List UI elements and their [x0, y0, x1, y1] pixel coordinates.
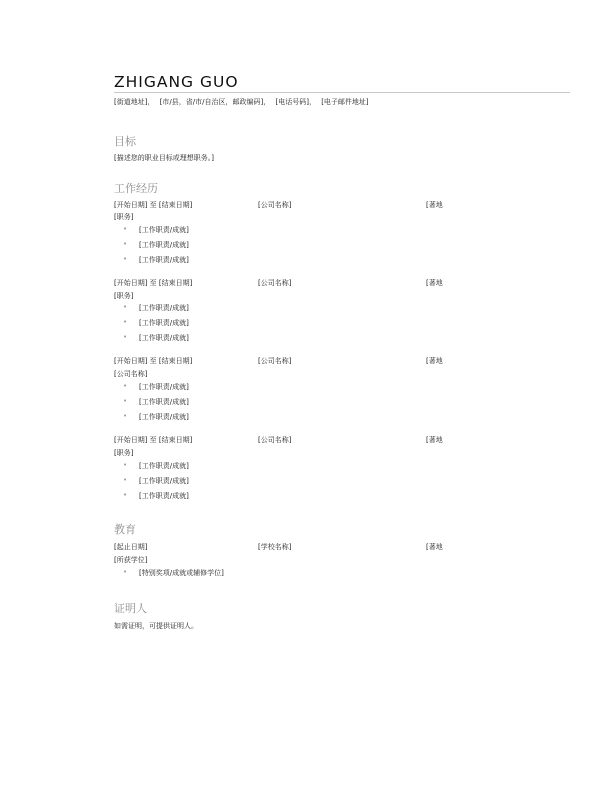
job-dates: [开始日期] 至 [结束日期]: [114, 357, 193, 365]
references-heading: 证明人: [114, 602, 147, 615]
header-rule: [114, 92, 570, 93]
objective-heading: 目标: [114, 135, 136, 148]
education-location: [著地: [426, 543, 443, 551]
contact-city: [市/县，省/市/自治区，邮政编码]，: [159, 98, 271, 106]
job-bullet: [工作职责/成就]: [139, 398, 189, 406]
education-dates: [起止日期]: [114, 543, 148, 551]
bullet-dot: •: [123, 412, 128, 420]
bullet-dot: •: [123, 225, 128, 233]
bullet-dot: •: [123, 240, 128, 248]
objective-text: [描述您的职业目标或理想职务。]: [114, 154, 214, 162]
bullet-dot: •: [123, 303, 128, 311]
bullet-dot: •: [123, 461, 128, 469]
job-company: [公司名称]: [258, 279, 292, 287]
job-role: [职务]: [114, 449, 134, 457]
job-bullet: [工作职责/成就]: [139, 462, 189, 470]
references-text: 如需证明，可提供证明人。: [114, 622, 198, 630]
experience-heading: 工作经历: [114, 182, 158, 195]
job-bullet: [工作职责/成就]: [139, 334, 189, 342]
bullet-dot: •: [123, 491, 128, 499]
job-role: [公司名称]: [114, 370, 148, 378]
bullet-dot: •: [123, 382, 128, 390]
education-school: [学校名称]: [258, 543, 292, 551]
job-dates: [开始日期] 至 [结束日期]: [114, 436, 193, 444]
contact-phone: [电话号码]，: [275, 98, 316, 106]
job-bullet: [工作职责/成就]: [139, 413, 189, 421]
job-bullet: [工作职责/成就]: [139, 226, 189, 234]
bullet-dot: •: [123, 318, 128, 326]
job-bullet: [工作职责/成就]: [139, 319, 189, 327]
contact-line: [114, 97, 372, 107]
job-company: [公司名称]: [258, 357, 292, 365]
contact-email: [电子邮件地址]: [321, 98, 369, 106]
job-dates: [开始日期] 至 [结束日期]: [114, 279, 193, 287]
education-bullet: [特别奖项/成就或辅修学位]: [139, 569, 224, 577]
education-heading: 教育: [114, 523, 136, 536]
job-company: [公司名称]: [258, 436, 292, 444]
job-role: [职务]: [114, 213, 134, 221]
contact-address: [街道地址]，: [114, 98, 155, 106]
job-bullet: [工作职责/成就]: [139, 304, 189, 312]
job-company: [公司名称]: [258, 201, 292, 209]
job-bullet: [工作职责/成就]: [139, 241, 189, 249]
bullet-dot: •: [123, 255, 128, 263]
job-dates: [开始日期] 至 [结束日期]: [114, 201, 193, 209]
bullet-dot: •: [123, 397, 128, 405]
bullet-dot: •: [123, 333, 128, 341]
job-bullet: [工作职责/成就]: [139, 492, 189, 500]
job-location: [著地: [426, 201, 443, 209]
bullet-dot: •: [123, 568, 128, 576]
job-bullet: [工作职责/成就]: [139, 256, 189, 264]
job-location: [著地: [426, 279, 443, 287]
bullet-dot: •: [123, 476, 128, 484]
resume-name: ZHIGANG GUO: [114, 73, 239, 91]
education-degree: [所获学位]: [114, 556, 148, 564]
job-role: [职务]: [114, 292, 134, 300]
job-location: [著地: [426, 357, 443, 365]
job-location: [著地: [426, 436, 443, 444]
job-bullet: [工作职责/成就]: [139, 383, 189, 391]
job-bullet: [工作职责/成就]: [139, 477, 189, 485]
